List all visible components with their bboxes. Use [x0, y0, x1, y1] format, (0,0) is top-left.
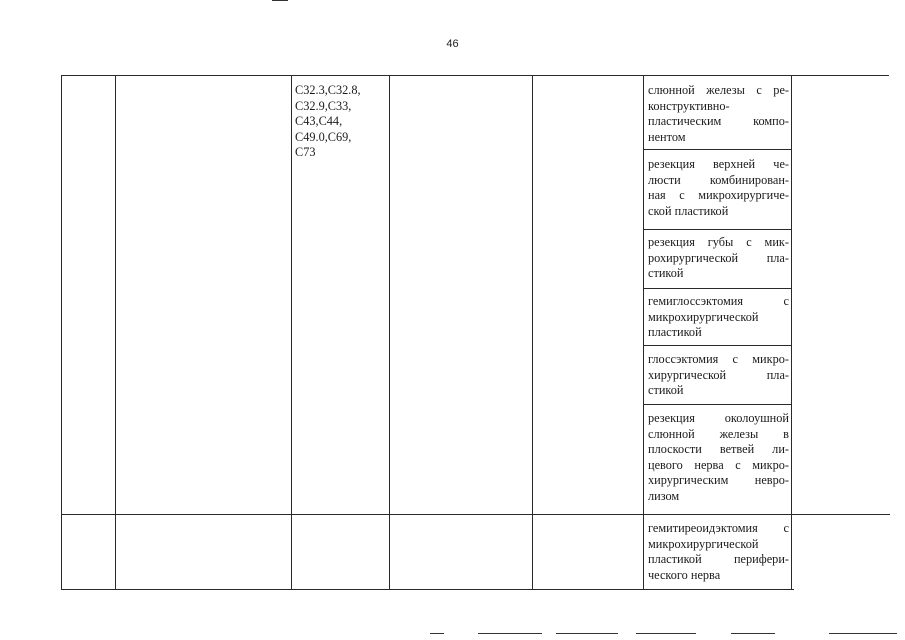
- procedure-cell: [648, 411, 789, 505]
- scan-artifact-line: [478, 633, 542, 634]
- procedure-line: резекция околоушной: [648, 411, 789, 425]
- procedure-cell: [648, 83, 789, 145]
- scan-artifact-line: [731, 633, 775, 634]
- diagnosis-codes: [295, 83, 387, 161]
- procedure-line: микрохирургической: [648, 536, 759, 551]
- column-border: [389, 75, 390, 590]
- cell-divider: [643, 149, 791, 150]
- page-number: 46: [446, 38, 459, 50]
- procedure-line: хирургической пла-: [648, 367, 789, 382]
- procedure-line: резекция губы с мик-: [648, 235, 789, 249]
- procedure-cell: [648, 157, 789, 219]
- procedure-line: стикой: [648, 383, 684, 398]
- procedure-line: хирургическим невро-: [648, 473, 789, 488]
- procedure-line: микрохирургической: [648, 309, 759, 324]
- procedure-line: ная с микрохирургиче-: [648, 188, 789, 203]
- column-border: [115, 75, 116, 590]
- cell-divider: [643, 288, 791, 289]
- procedure-line: стикой: [648, 266, 684, 281]
- procedure-line: резекция верхней че-: [648, 157, 789, 171]
- code-line: C43,C44,: [295, 114, 343, 129]
- scan-artifact-line: [556, 633, 618, 634]
- procedure-cell: [648, 235, 789, 282]
- scan-artifact-mark: [272, 0, 288, 1]
- procedure-line: рохирургической пла-: [648, 250, 789, 265]
- procedure-line: гемиглоссэктомия с: [648, 294, 789, 308]
- procedure-cell: [648, 294, 789, 341]
- procedure-line: конструктивно-: [648, 98, 730, 113]
- column-border: [291, 75, 292, 590]
- procedure-line: гемитиреоидэктомия с: [648, 521, 789, 535]
- scan-artifact-line: [636, 633, 696, 634]
- column-border: [532, 75, 533, 590]
- table-bottom-border: [61, 589, 794, 590]
- procedure-line: ческого нерва: [648, 567, 721, 582]
- column-border: [61, 75, 62, 590]
- procedure-line: нентом: [648, 129, 686, 144]
- procedure-line: глоссэктомия с микро-: [648, 352, 789, 366]
- code-line: C49.0,C69,: [295, 129, 352, 144]
- procedure-cell: [648, 352, 789, 399]
- procedure-line: пластическим компо-: [648, 114, 789, 129]
- row-divider: [61, 514, 890, 515]
- procedure-line: слюнной железы в: [648, 426, 789, 441]
- cell-divider: [643, 404, 791, 405]
- cell-divider: [643, 345, 791, 346]
- procedure-line: цевого нерва с микро-: [648, 457, 789, 472]
- scan-artifact-line: [430, 633, 444, 634]
- code-line: C32.3,C32.8,: [295, 83, 361, 97]
- procedure-line: люсти комбинирован-: [648, 172, 789, 187]
- column-border: [791, 75, 792, 590]
- procedure-line: пластикой: [648, 325, 702, 340]
- cell-divider: [643, 229, 791, 230]
- procedure-line: плоскости ветвей ли-: [648, 442, 789, 457]
- scan-artifact-line: [829, 633, 897, 634]
- code-line: C73: [295, 145, 316, 160]
- procedure-line: лизом: [648, 488, 680, 503]
- procedure-line: ской пластикой: [648, 203, 729, 218]
- column-border: [643, 75, 644, 590]
- procedure-line: слюнной железы с ре-: [648, 83, 789, 97]
- table-top-border: [61, 75, 889, 76]
- procedure-cell: [648, 521, 789, 583]
- procedure-line: пластикой перифери-: [648, 552, 789, 567]
- code-line: C32.9,C33,: [295, 98, 352, 113]
